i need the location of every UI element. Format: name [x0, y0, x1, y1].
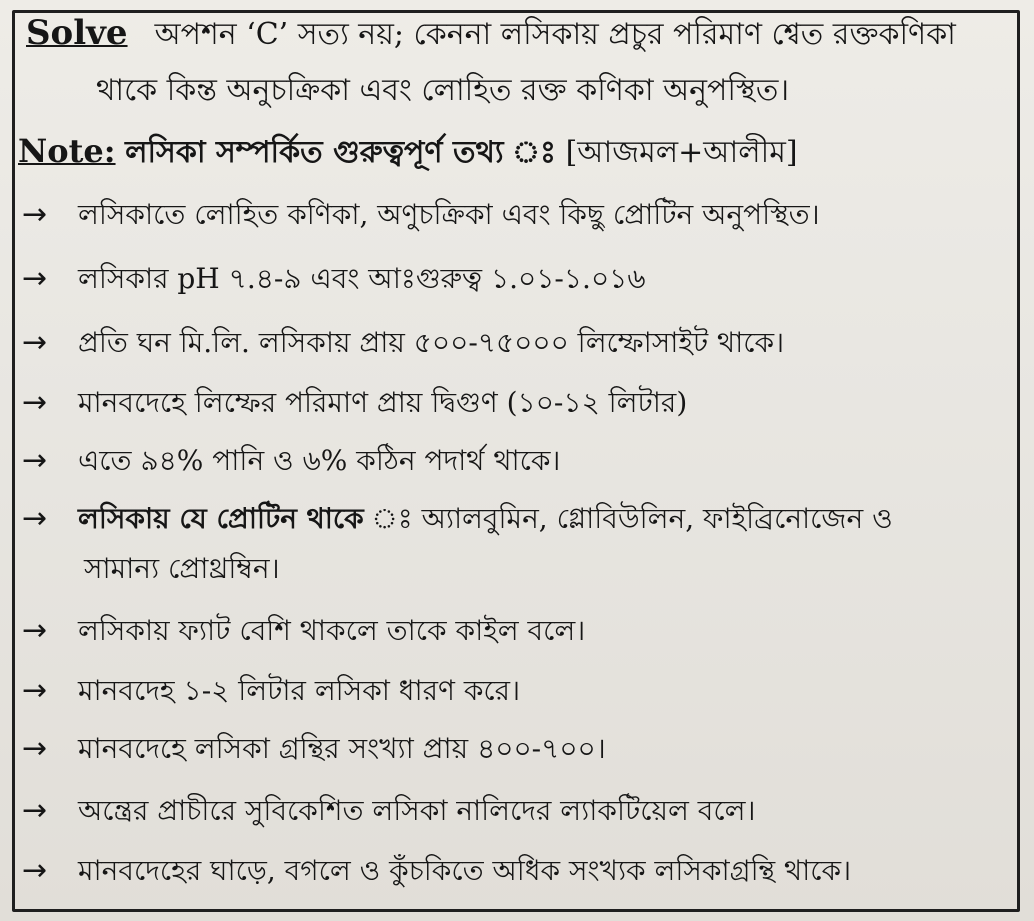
arrow-icon: →: [22, 793, 48, 828]
list-item: [22, 852, 851, 890]
list-item-continuation: সামান্য প্রোথ্রম্বিন।: [84, 552, 280, 585]
list-item-text: লসিকার pH ৭.৪-৯ এবং আঃগুরুত্ব ১.০১-১.০১৬: [78, 262, 646, 295]
arrow-icon: →: [22, 443, 48, 478]
solve-label: Solve: [26, 13, 128, 53]
list-item: [22, 672, 520, 710]
list-item-text: অন্ত্রের প্রাচীরে সুবিকেশিত লসিকা নালিদের ল্যাকটিয়েল বলে।: [78, 794, 756, 827]
list-item: [22, 260, 646, 298]
list-item-bold-text: লসিকায় যে প্রোটিন থাকে: [78, 502, 364, 535]
list-item: [22, 384, 687, 422]
list-item: [22, 500, 893, 538]
solve-continuation: থাকে কিন্ত অনুচক্রিকা এবং লোহিত রক্ত কণিকা অনুপস্থিত।: [96, 73, 790, 108]
arrow-icon: →: [22, 731, 48, 766]
list-item: [22, 612, 585, 650]
list-item-text: ঃ অ্যালবুমিন, গ্লোবিউলিন, ফাইব্রিনোজেন ও: [412, 502, 893, 535]
arrow-icon: →: [22, 261, 48, 296]
note-source: [আজমল+আলীম]: [565, 135, 798, 170]
list-item: [22, 792, 755, 830]
note-title: লসিকা সম্পর্কিত গুরুত্বপূর্ণ তথ্য ঃ: [125, 135, 557, 170]
arrow-icon: →: [22, 501, 48, 536]
arrow-icon: →: [22, 385, 48, 420]
arrow-icon: →: [22, 325, 48, 360]
solve-text: অপশন ‘C’ সত্য নয়; কেননা লসিকায় প্রচুর পরিমাণ শ্বেত রক্তকণিকা: [154, 17, 956, 52]
arrow-icon: →: [22, 673, 48, 708]
note-label: Note:: [18, 132, 116, 170]
list-item-text: মানবদেহ ১-২ লিটার লসিকা ধারণ করে।: [78, 674, 521, 707]
list-item: [22, 324, 784, 362]
list-item-text: প্রতি ঘন মি.লি. লসিকায় প্রায় ৫০০-৭৫০০০ লিম্ফোসাইট থাকে।: [78, 326, 785, 359]
list-item-text: মানবদেহে লসিকা গ্রন্থির সংখ্যা প্রায় ৪০০-৭০০।: [78, 732, 606, 765]
list-item-text: এতে ৯৪% পানি ও ৬% কঠিন পদার্থ থাকে।: [78, 444, 561, 477]
list-item: [22, 442, 560, 480]
list-item-text: লসিকায় ফ্যাট বেশি থাকলে তাকে কাইল বলে।: [78, 614, 586, 647]
solve-paragraph: [26, 14, 956, 54]
list-item-text: মানবদেহের ঘাড়ে, বগলে ও কুঁচকিতে অধিক সংখ্যক লসিকাগ্রন্থি থাকে।: [78, 854, 852, 887]
list-item-text: লসিকাতে লোহিত কণিকা, অণুচক্রিকা এবং কিছু প্রোটিন অনুপস্থিত।: [78, 198, 820, 231]
list-item: [22, 730, 606, 768]
list-item-text: মানবদেহে লিম্ফের পরিমাণ প্রায় দ্বিগুণ (১০-১২ লিটার): [78, 386, 688, 419]
arrow-icon: →: [22, 613, 48, 648]
arrow-icon: →: [22, 197, 48, 232]
note-heading: [18, 132, 798, 172]
arrow-icon: →: [22, 853, 48, 888]
list-item: [22, 196, 820, 234]
